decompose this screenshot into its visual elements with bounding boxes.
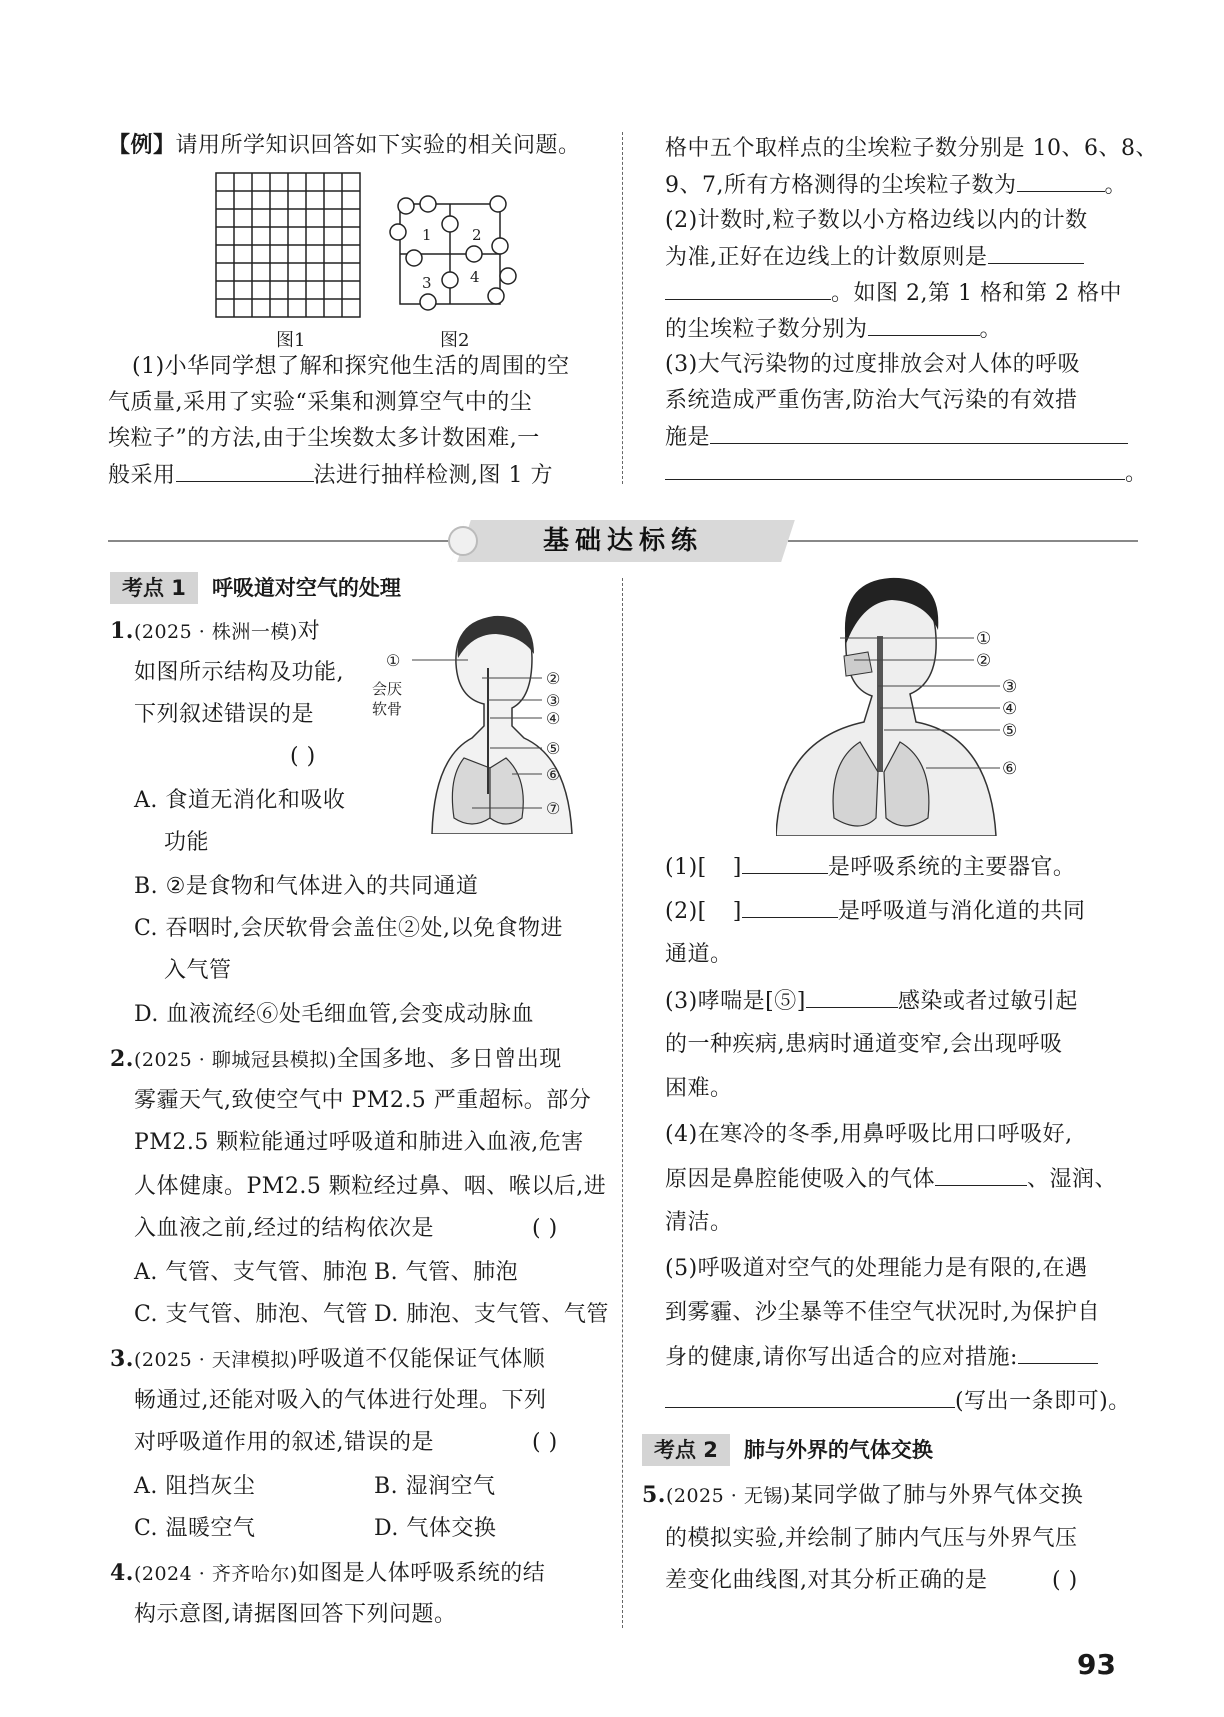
q2-line-3: PM2.5 颗粒能通过呼吸道和肺进入血液,危害 bbox=[134, 1130, 584, 1155]
q4-sub-1 bbox=[665, 852, 1075, 883]
section-title: 基础达标练 bbox=[542, 526, 703, 556]
figure-2-cell-label: 2 bbox=[472, 226, 482, 244]
figure-2-cell-label: 1 bbox=[422, 226, 432, 244]
q4-sub-3-line-3: 困难。 bbox=[665, 1076, 733, 1101]
answer-blank[interactable] bbox=[176, 460, 314, 482]
example-q2-line-4-post: 。 bbox=[979, 317, 1003, 342]
q2-line-1-post: 全国多地、多日曾出现 bbox=[336, 1047, 562, 1072]
q2-source: (2025 · 聊城冠县模拟) bbox=[133, 1049, 337, 1071]
q3-line-3: 对呼吸道作用的叙述,错误的是 bbox=[134, 1430, 434, 1455]
example-q1-line: 气质量,采用了实验“采集和测算空气中的尘 bbox=[108, 390, 533, 415]
q5-source: (2025 · 无锡) bbox=[665, 1485, 791, 1507]
q4-sub-3-post: 感染或者过敏引起 bbox=[897, 989, 1078, 1014]
example-q3-line-4 bbox=[665, 458, 1148, 489]
q2-option-c[interactable]: C. 支气管、肺泡、气管 bbox=[134, 1302, 369, 1327]
fig-label-huiyan: 会厌 bbox=[372, 680, 403, 698]
q4-sub-4-line-2-pre: 原因是鼻腔能使吸入的气体 bbox=[665, 1167, 936, 1192]
answer-blank[interactable] bbox=[710, 422, 1128, 444]
example-q3-line-3 bbox=[665, 422, 1128, 453]
figure-1-caption: 图1 bbox=[276, 330, 306, 351]
fig-marker: ⑤ bbox=[546, 739, 561, 758]
q4-respiratory-figure bbox=[776, 572, 1076, 836]
q1-line-3: 下列叙述错误的是 bbox=[134, 702, 315, 727]
kaodian-1-label bbox=[110, 572, 401, 604]
kaodian-2-label bbox=[642, 1434, 933, 1466]
example-q1-line: 埃粒子”的方法,由于尘埃数太多计数困难,一 bbox=[108, 426, 540, 451]
example-q2-line-4 bbox=[665, 314, 1002, 345]
fig-marker: ④ bbox=[546, 709, 561, 728]
q3-number: 3. bbox=[110, 1346, 134, 1372]
answer-blank[interactable] bbox=[1018, 1342, 1098, 1364]
q4-sub-2 bbox=[665, 896, 1085, 927]
q4-sub-2-pre: (2)[ bbox=[665, 899, 707, 924]
q3-line-2: 畅通过,还能对吸入的气体进行处理。下列 bbox=[134, 1388, 547, 1413]
q1-bracket[interactable]: ( ) bbox=[290, 744, 316, 769]
example-right-line-2-pre: 9、7,所有方格测得的尘埃粒子数为 bbox=[665, 173, 1017, 198]
q3-bracket[interactable]: ( ) bbox=[532, 1430, 558, 1455]
q4-sub-3-line-2: 的一种疾病,患病时通道变窄,会出现呼吸 bbox=[665, 1032, 1063, 1057]
answer-blank[interactable] bbox=[742, 852, 828, 874]
kaodian-1-tag: 考点 1 bbox=[110, 572, 198, 604]
q1-respiratory-figure bbox=[372, 608, 612, 834]
answer-blank[interactable] bbox=[665, 458, 1125, 480]
example-q2-line-2 bbox=[665, 242, 1084, 273]
figure-1-grid bbox=[215, 172, 361, 318]
example-q1-last-pre: 般采用 bbox=[108, 463, 176, 488]
q4-sub-1-post: 是呼吸系统的主要器官。 bbox=[827, 855, 1076, 880]
figure-2-cells bbox=[388, 192, 518, 320]
fig-marker: ⑥ bbox=[546, 765, 561, 784]
q4-line-1 bbox=[110, 1558, 545, 1589]
example-q2-line-2-pre: 为准,正好在边线上的计数原则是 bbox=[665, 245, 988, 270]
q4-number: 4. bbox=[110, 1560, 134, 1586]
q4-sub-3 bbox=[665, 986, 1078, 1017]
q2-line-5: 入血液之前,经过的结构依次是 bbox=[134, 1216, 434, 1241]
kaodian-1-title: 呼吸道对空气的处理 bbox=[211, 576, 401, 600]
kaodian-2-title: 肺与外界的气体交换 bbox=[743, 1438, 933, 1462]
q4-sub-2-line-2: 通道。 bbox=[665, 942, 733, 967]
q3-line-1 bbox=[110, 1344, 545, 1375]
q4-sub-2-post: 是呼吸道与消化道的共同 bbox=[837, 899, 1086, 924]
example-q3-line-4-post: 。 bbox=[1125, 461, 1148, 486]
fig-marker: ② bbox=[546, 669, 561, 688]
q4-sub-5-line-4 bbox=[665, 1386, 1131, 1417]
q3-source: (2025 · 天津模拟) bbox=[133, 1349, 298, 1371]
example-q2-line-3 bbox=[665, 278, 1122, 309]
q4-sub-4-line-2 bbox=[665, 1164, 1117, 1195]
q4-sub-1-pre: (1)[ bbox=[665, 855, 707, 880]
q4-sub-1-mid: ] bbox=[732, 855, 742, 880]
q1-option-c-cont: 入气管 bbox=[164, 958, 232, 983]
q1-option-a-cont: 功能 bbox=[164, 830, 210, 855]
q5-number: 5. bbox=[642, 1482, 666, 1508]
q4-sub-5-line-2: 到雾霾、沙尘暴等不佳空气状况时,为保护自 bbox=[665, 1300, 1100, 1325]
example-right-line: 格中五个取样点的尘埃粒子数分别是 10、6、8、 bbox=[665, 136, 1158, 161]
q3-option-c[interactable]: C. 温暖空气 bbox=[134, 1516, 256, 1541]
example-prompt: 请用所学知识回答如下实验的相关问题。 bbox=[175, 133, 581, 158]
answer-blank[interactable] bbox=[665, 1386, 955, 1408]
fig-marker: ② bbox=[976, 651, 992, 671]
example-tag: 【例】 bbox=[108, 132, 176, 158]
example-q2-line-4-pre: 的尘埃粒子数分别为 bbox=[665, 317, 868, 342]
q2-line-4: 人体健康。PM2.5 颗粒经过鼻、咽、喉以后,进 bbox=[134, 1174, 607, 1199]
fig-marker: ① bbox=[386, 651, 401, 670]
fig-marker: ⑥ bbox=[1002, 759, 1018, 779]
q4-sub-4-line-2-post: 、湿润、 bbox=[1027, 1167, 1118, 1192]
column-divider bbox=[622, 132, 623, 484]
example-right-line-2 bbox=[665, 170, 1127, 201]
kaodian-2-tag: 考点 2 bbox=[642, 1434, 730, 1466]
q3-option-b[interactable]: B. 湿润空气 bbox=[374, 1474, 496, 1499]
example-right-line-2-post: 。 bbox=[1104, 173, 1128, 198]
q2-number: 2. bbox=[110, 1046, 134, 1072]
example-q3-line: 系统造成严重伤害,防治大气污染的有效措 bbox=[665, 388, 1078, 413]
fig-marker: ③ bbox=[546, 691, 561, 710]
fig-marker: ① bbox=[976, 629, 992, 649]
example-q3-line-3-pre: 施是 bbox=[665, 425, 711, 450]
q2-option-a[interactable]: A. 气管、支气管、肺泡 bbox=[134, 1260, 368, 1285]
q3-option-d[interactable]: D. 气体交换 bbox=[374, 1516, 497, 1541]
q4-sub-5-line-3-pre: 身的健康,请你写出适合的应对措施: bbox=[665, 1345, 1018, 1370]
q1-line-2: 如图所示结构及功能, bbox=[134, 660, 344, 685]
column-divider bbox=[622, 578, 623, 1628]
fig-marker: ③ bbox=[1002, 677, 1018, 697]
fig-marker: ④ bbox=[1002, 699, 1018, 719]
figure-2-cell-label: 3 bbox=[422, 274, 432, 292]
example-q2-line-3-post: 。如图 2,第 1 格和第 2 格中 bbox=[831, 281, 1122, 306]
q4-sub-3-pre: (3)哮喘是[⑤] bbox=[665, 989, 806, 1014]
answer-blank[interactable] bbox=[868, 314, 980, 336]
answer-blank[interactable] bbox=[665, 278, 831, 300]
q3-line-1-post: 呼吸道不仅能保证气体顺 bbox=[297, 1347, 546, 1372]
example-q1-last-line bbox=[108, 460, 553, 491]
q5-line-1-post: 某同学做了肺与外界气体交换 bbox=[790, 1483, 1084, 1508]
example-q1-last-post: 法进行抽样检测,图 1 方 bbox=[313, 463, 553, 488]
section-banner bbox=[108, 520, 1138, 562]
example-q2-line: (2)计数时,粒子数以小方格边线以内的计数 bbox=[665, 208, 1088, 233]
q1-option-d[interactable]: D. 血液流经⑥处毛细血管,会变成动脉血 bbox=[134, 1002, 534, 1027]
example-q3-line: (3)大气污染物的过度排放会对人体的呼吸 bbox=[665, 352, 1081, 377]
q1-option-b[interactable]: B. ②是食物和气体进入的共同通道 bbox=[134, 874, 479, 899]
example-q1-line: (1)小华同学想了解和探究他生活的周围的空 bbox=[132, 354, 570, 379]
q4-sub-5-line-4-post: (写出一条即可)。 bbox=[955, 1389, 1131, 1414]
banner-rule-left bbox=[108, 540, 458, 542]
answer-blank[interactable] bbox=[1017, 170, 1105, 192]
q1-line-1-post: 对 bbox=[297, 619, 321, 644]
q1-line-1 bbox=[110, 616, 320, 647]
q5-line-3: 差变化曲线图,对其分析正确的是 bbox=[665, 1568, 988, 1593]
answer-blank[interactable] bbox=[988, 242, 1084, 264]
q5-bracket[interactable]: ( ) bbox=[1052, 1568, 1078, 1593]
fig-marker: ⑦ bbox=[546, 799, 561, 818]
q4-source: (2024 · 齐齐哈尔) bbox=[133, 1563, 298, 1585]
fig-marker: ⑤ bbox=[1002, 721, 1018, 741]
q1-option-c[interactable]: C. 吞咽时,会厌软骨会盖住②处,以免食物进 bbox=[134, 916, 564, 941]
example-prompt-line bbox=[108, 130, 581, 161]
q2-line-1 bbox=[110, 1044, 562, 1075]
banner-rule-right bbox=[788, 540, 1138, 542]
q1-option-a[interactable]: A. 食道无消化和吸收 bbox=[134, 788, 346, 813]
q3-option-a[interactable]: A. 阻挡灰尘 bbox=[134, 1474, 256, 1499]
answer-blank[interactable] bbox=[935, 1164, 1027, 1186]
q5-line-2: 的模拟实验,并绘制了肺内气压与外界气压 bbox=[665, 1526, 1078, 1551]
q1-source: (2025 · 株洲一模) bbox=[133, 621, 298, 643]
answer-blank[interactable] bbox=[742, 896, 838, 918]
q4-sub-4: (4)在寒冷的冬季,用鼻呼吸比用口呼吸好, bbox=[665, 1122, 1073, 1147]
q2-line-2: 雾霾天气,致使空气中 PM2.5 严重超标。部分 bbox=[134, 1088, 592, 1113]
q4-sub-2-mid: ] bbox=[732, 899, 742, 924]
q4-sub-5: (5)呼吸道对空气的处理能力是有限的,在遇 bbox=[665, 1256, 1088, 1281]
figure-2-caption: 图2 bbox=[440, 330, 470, 351]
q2-option-d[interactable]: D. 肺泡、支气管、气管 bbox=[374, 1302, 609, 1327]
answer-blank[interactable] bbox=[806, 986, 898, 1008]
q4-line-1-post: 如图是人体呼吸系统的结 bbox=[297, 1561, 546, 1586]
q4-line-2: 构示意图,请据图回答下列问题。 bbox=[134, 1602, 457, 1627]
q4-sub-5-line-3 bbox=[665, 1342, 1098, 1373]
q1-number: 1. bbox=[110, 618, 134, 644]
q2-option-b[interactable]: B. 气管、肺泡 bbox=[374, 1260, 519, 1285]
q4-sub-4-line-3: 清洁。 bbox=[665, 1210, 733, 1235]
fig-label-ruangu: 软骨 bbox=[372, 700, 403, 718]
page-number: 93 bbox=[1077, 1648, 1116, 1681]
figure-2-cell-label: 4 bbox=[470, 268, 480, 286]
q2-bracket[interactable]: ( ) bbox=[532, 1216, 558, 1241]
q5-line-1 bbox=[642, 1480, 1083, 1511]
